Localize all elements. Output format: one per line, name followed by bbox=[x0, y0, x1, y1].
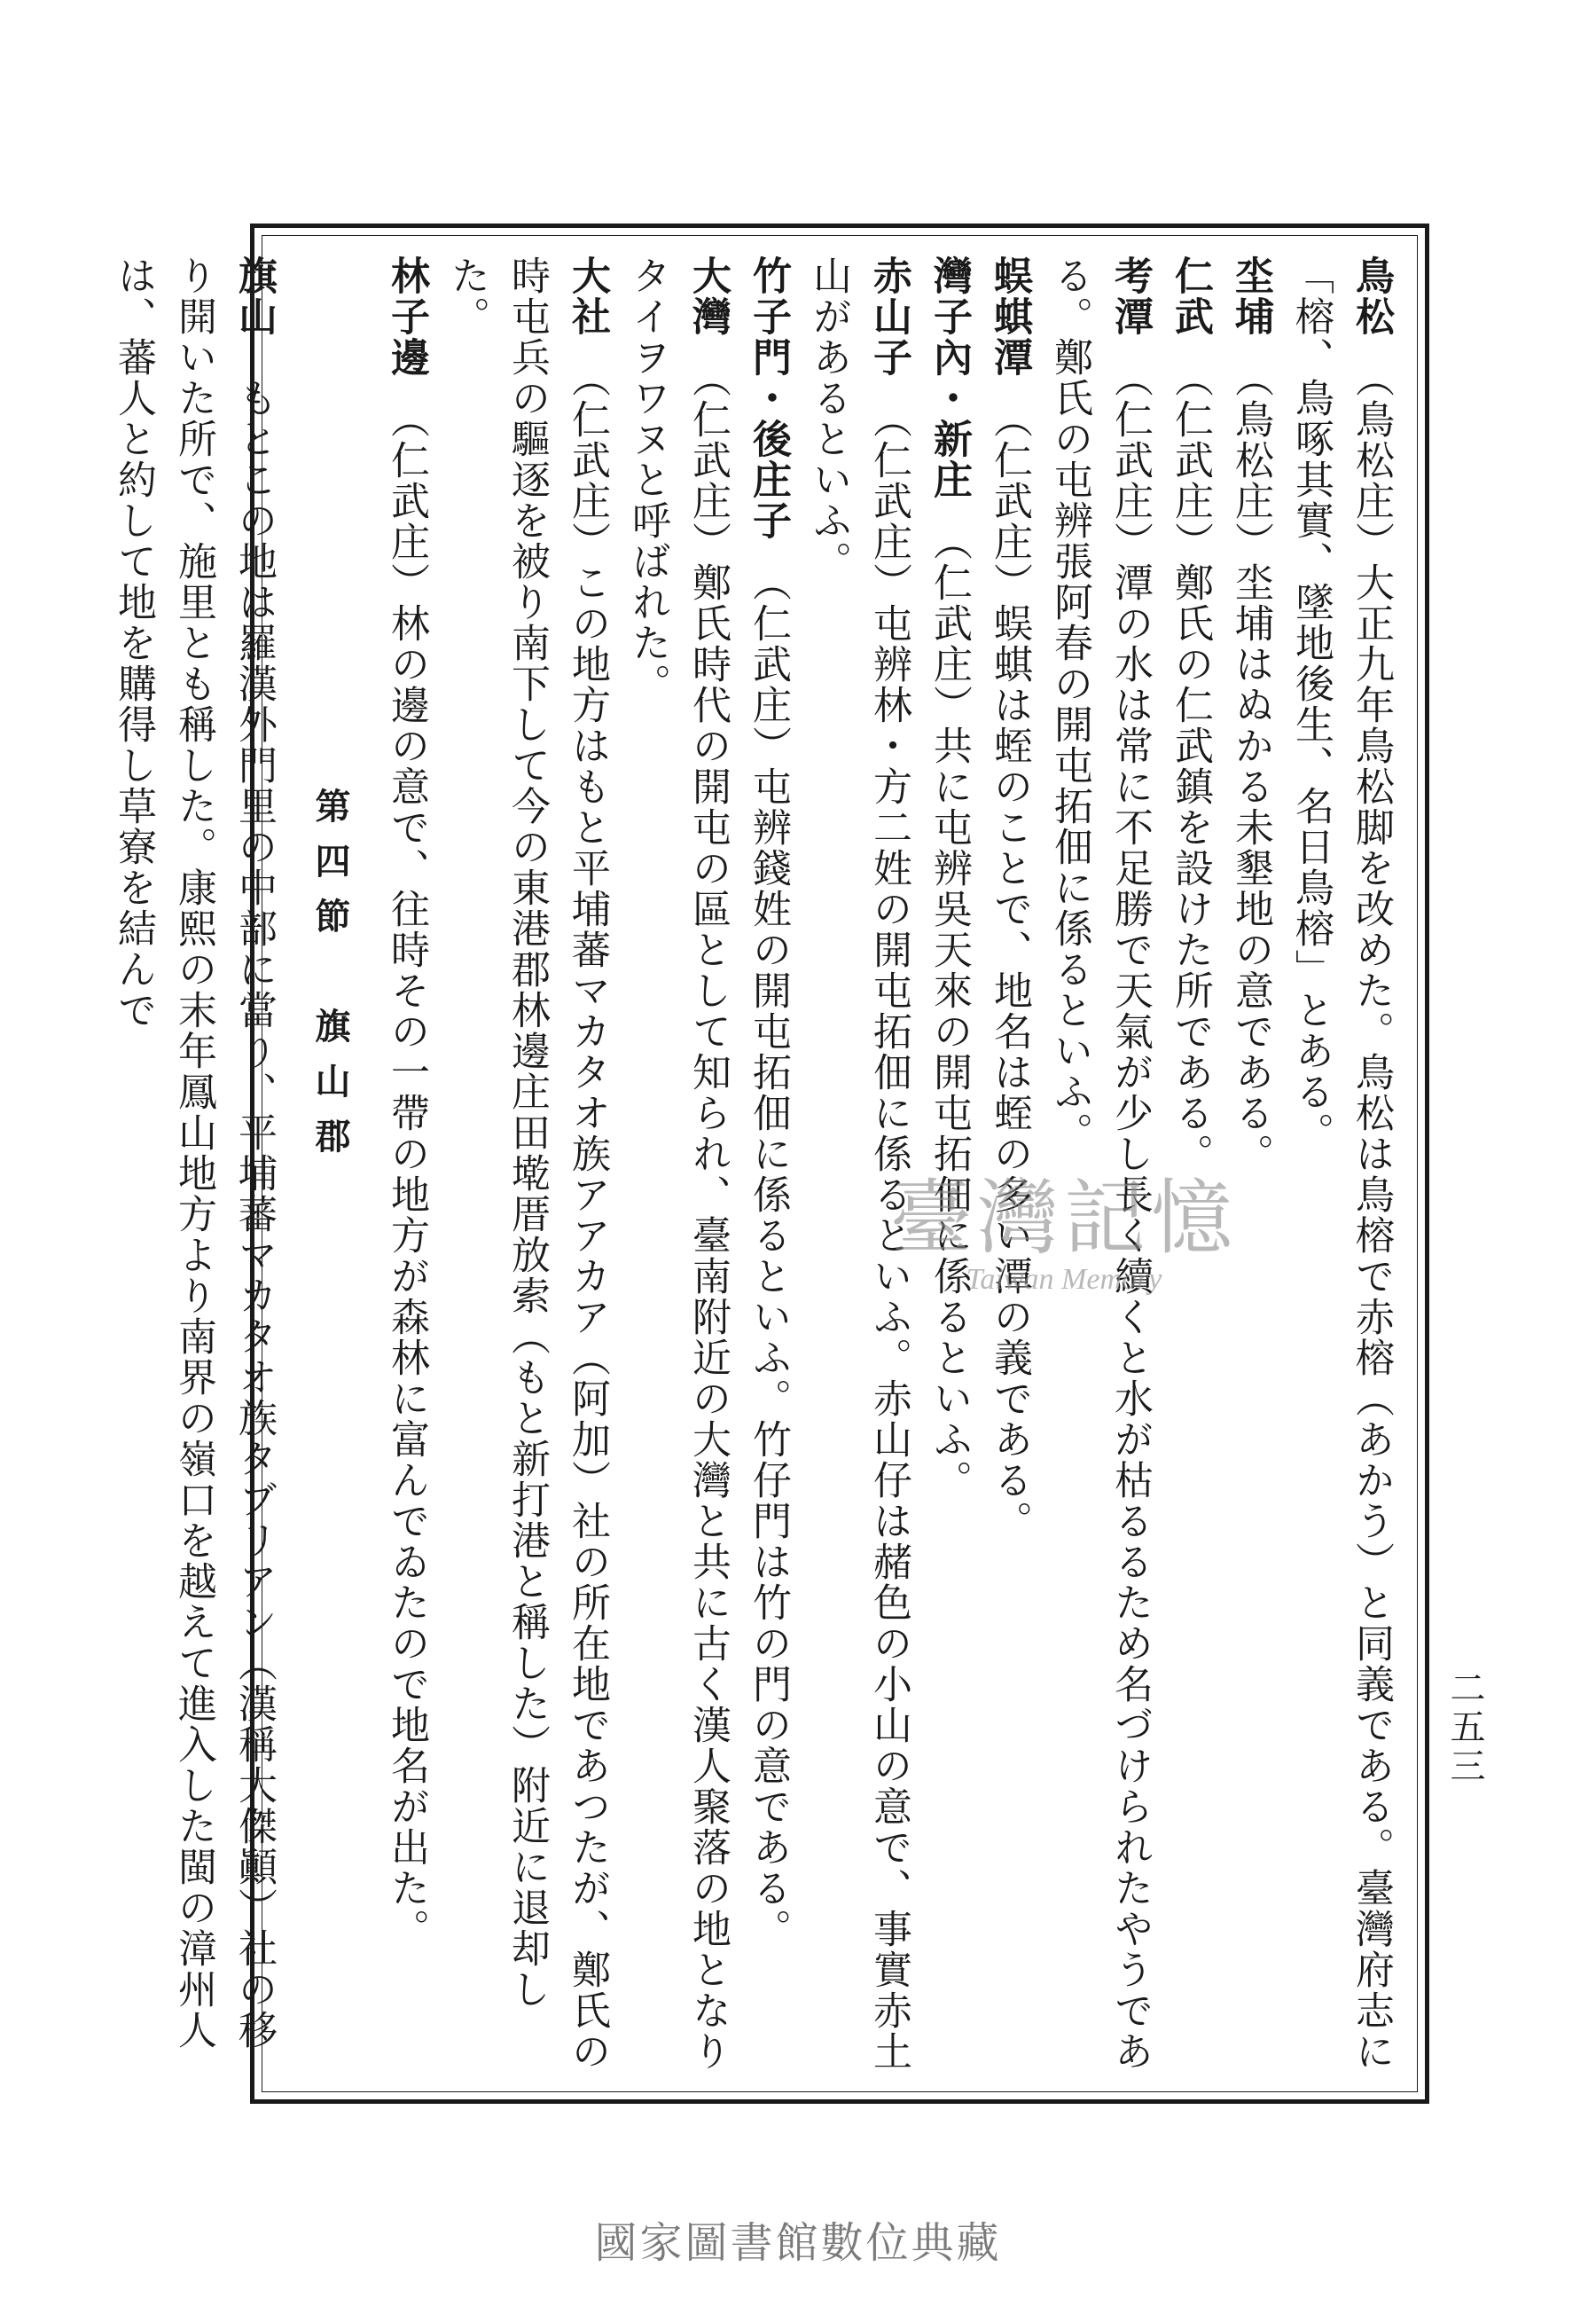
entry-text: （仁武庄）屯辨林・方二姓の開屯拓佃に係るといふ。赤山仔は赭色の小山の意で、事實赤土山があるといふ。 bbox=[806, 255, 911, 2072]
entry-heading: 旗山 bbox=[231, 255, 277, 337]
watermark bbox=[851, 1153, 1277, 1297]
entry-text: （仁武庄）鄭氏の仁武鎮を設けた所である。 bbox=[1168, 378, 1213, 1174]
footer-archive-label: 國家圖書館數位典藏 bbox=[594, 2218, 1002, 2268]
entry-heading: 大社 bbox=[565, 255, 610, 337]
entry-text: （鳥松庄）大正九年鳥松脚を改めた。鳥松は鳥榕で赤榕（あかう）と同義である。臺灣府志に「榕、鳥啄其實、墜地後生、名日鳥榕」とある。 bbox=[1288, 255, 1394, 2072]
section-title: 第四節 旗山郡 bbox=[309, 788, 350, 1173]
entry-text: （鳥松庄）坔埔はぬかる未墾地の意である。 bbox=[1228, 378, 1273, 1174]
entry-text: （仁武庄）蜈蜞は蛭のことで、地名は蛭の多い潭の義である。 bbox=[987, 419, 1032, 1541]
entry-heading: 大灣 bbox=[685, 255, 731, 337]
entry-text: もとこの地は羅漢外門里の中部に當り、平埔蕃マカタオ族タブリアン（漢稱大傑顚）社の移り開いた所で、施里とも稱した。康熙の末年鳳山地方より南界の嶺口を越えて進入した閩の漳州人は、蕃人と約して地を購得し草寮を結んで bbox=[111, 255, 277, 2051]
entry-dawan bbox=[617, 255, 738, 2074]
entry-heading: 坔埔 bbox=[1228, 255, 1273, 337]
entry-text: （仁武庄）この地方はもと平埔蕃マカタオ族アアカア（阿加）社の所在地であつたが、鄭氏の時屯兵の驅逐を被り南下して今の東港郡林邊庄田墘厝放索（もと新打港と稱した）附近に退却した。 bbox=[444, 255, 610, 2072]
entry-text: （仁武庄）屯辨錢姓の開屯拓佃に係るといふ。竹仔門は竹の門の意である。 bbox=[746, 582, 791, 1949]
entry-heading: 灣子內・新庄 bbox=[927, 255, 972, 500]
entry-zhuzimen bbox=[738, 255, 798, 2074]
watermark-chinese: 臺灣記憶 bbox=[889, 1171, 1238, 1266]
entry-heading: 赤山子 bbox=[866, 255, 911, 378]
entry-qishan bbox=[103, 255, 284, 2074]
entry-heading: 考潭 bbox=[1107, 255, 1153, 337]
entry-text: （仁武庄）潭の水は常に不足勝で天氣が少し長く續くと水が枯るるため名づけられたやうである。鄭氏の屯辨張阿春の開屯拓佃に係るといふ。 bbox=[1047, 255, 1153, 2072]
entry-torimatsu bbox=[1280, 255, 1401, 2074]
page-number: 二五三 bbox=[1444, 1669, 1485, 1786]
entry-heading: 蜈蜞潭 bbox=[987, 255, 1032, 378]
entry-linzibian bbox=[376, 255, 436, 2074]
entry-text: （仁武庄）林の邊の意で、往時その一帶の地方が森林に富んでゐたので地名が出た。 bbox=[384, 419, 429, 1949]
entry-heading: 林子邊 bbox=[384, 255, 429, 378]
entry-heading: 鳥松 bbox=[1349, 255, 1394, 337]
entry-text: （仁武庄）共に屯辨吳天來の開屯拓佃に係るといふ。 bbox=[927, 541, 972, 1501]
entry-heading: 竹子門・後庄子 bbox=[746, 255, 791, 541]
watermark-english: Taiwan Memory bbox=[966, 1263, 1162, 1296]
entry-heading: 仁武 bbox=[1168, 255, 1213, 337]
entry-dashe bbox=[436, 255, 617, 2074]
entry-text: （仁武庄）鄭氏時代の開屯の區として知られ、臺南附近の大灣と共に古く漢人聚落の地となりタイヲワヌと呼ばれた。 bbox=[625, 255, 731, 2072]
